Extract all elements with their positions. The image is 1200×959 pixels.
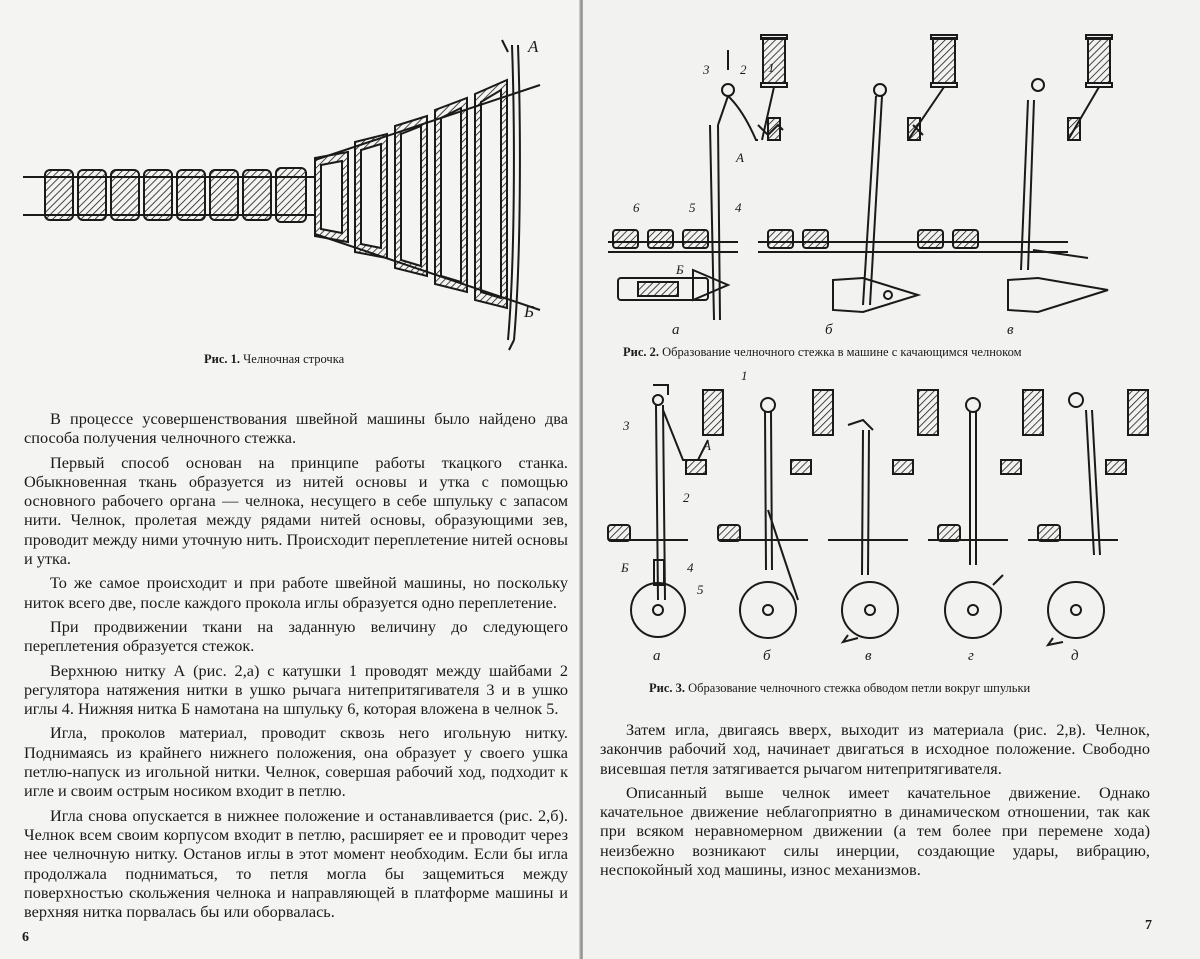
right-paragraph-2: Описанный выше челнок имеет качательное движение. Однако качательное движение неблагоприятно в динамическом отношении, так как при всяком неравномерном движении (а тем более при перемене хода) неизбежно возникают силы инерции, создающие удары, вибрацию, неспокойный ход машины, износ механизмов.: [600, 782, 1150, 880]
figure-1-lockstitch-diagram: [15, 30, 575, 350]
figure-1-caption-text: Челночная строчка: [243, 352, 345, 366]
fig2-sublabel-b: б: [825, 322, 833, 338]
figure-3-caption-text: Образование челночного стежка обводом петли вокруг шпульки: [688, 681, 1031, 695]
fig3-part-1: 1: [741, 368, 748, 383]
fig3-part-a: А: [703, 438, 711, 453]
left-page: [0, 0, 581, 959]
left-body-text: [24, 409, 568, 926]
figure-2-caption: [623, 345, 1022, 360]
left-paragraph-1: В процессе усовершенствования швейной машины было найдено два способа получения челночного стежка.: [24, 409, 568, 448]
fig2-part-2: 2: [740, 62, 747, 77]
fig3-sublabel-e: д: [1071, 648, 1079, 664]
fig2-part-1: 1: [768, 60, 775, 75]
left-page-number: 6: [22, 930, 29, 945]
fig3-part-5: 5: [697, 582, 704, 597]
left-paragraph-6: Игла, проколов материал, проводит сквозь него игольную нитку. Поднимаясь из крайнего нижнего положения, она образует у своего ушка петлю-напуск из игольной нитки. Челнок, совершая рабочий ход, подходит к игле и своим острым носиком входит в петлю.: [24, 723, 568, 801]
fig2-part-5: 5: [689, 200, 696, 215]
fig3-part-3: 3: [623, 418, 630, 433]
fig3-part-2: 2: [683, 490, 690, 505]
right-page-number: 7: [1145, 918, 1152, 933]
right-page: [583, 0, 1200, 959]
figure-1-label-b: Б: [524, 302, 535, 321]
right-paragraph-1: Затем игла, двигаясь вверх, выходит из материала (рис. 2,в). Челнок, закончив рабочий ход, начинает двигаться в исходное положение. Свободно висевшая петля затягивается рычагом нитепритягивателя.: [600, 720, 1150, 778]
figure-3-caption-prefix: Рис. 3.: [649, 681, 686, 695]
figure-2-panel-b: [758, 35, 957, 312]
figure-3-stage-b: [718, 390, 833, 638]
left-paragraph-3: То же самое происходит и при работе швейной машины, но поскольку ниток всего две, после каждого прокола иглы образуется одно переплетение.: [24, 573, 568, 612]
figure-3-caption: [649, 681, 1030, 696]
fig3-sublabel-c: в: [865, 648, 872, 664]
fig2-part-a: А: [736, 150, 744, 165]
fig3-part-4: 4: [687, 560, 694, 575]
fig3-part-b: Б: [621, 560, 629, 575]
left-paragraph-2: Первый способ основан на принципе работы ткацкого станка. Обыкновенная ткань образуется из нитей основы и утка с помощью основного рабочего органа — челнока, несущего в себе шпульку с запасом нити. Челнок, пролетая между рядами нитей основы, образующими зев, проводит между ними уточную нить. Происходит переплетение нитей основы и утка.: [24, 452, 568, 569]
fig2-sublabel-c: в: [1007, 322, 1014, 338]
right-body-text: [600, 720, 1150, 884]
fig2-part-b: Б: [676, 262, 684, 277]
left-paragraph-7: Игла снова опускается в нижнее положение и останавливается (рис. 2,б). Челнок всем своим корпусом входит в петлю, расширяет ее и проводит через нее челночную нитку. Останов иглы в этот момент необходим. Если бы игла продолжала подниматься, то петля могла бы защемиться между поверхностью скольжения челнока и направляющей в платформе машины и верхняя нитка порвалась бы или оборвалась.: [24, 805, 568, 922]
figure-3-stage-c: [828, 390, 938, 642]
fig2-sublabel-a: а: [672, 322, 680, 338]
figure-1-caption: [204, 352, 344, 367]
figure-1-label-a: А: [528, 37, 539, 56]
fig2-part-6: 6: [633, 200, 640, 215]
figure-3-stage-e: [1028, 390, 1148, 645]
figure-2-oscillating-shuttle-diagram: [608, 30, 1200, 330]
fig2-part-4: 4: [735, 200, 742, 215]
fig3-sublabel-a: а: [653, 648, 661, 664]
figure-3-loop-around-bobbin-diagram: [608, 370, 1200, 650]
figure-2-caption-text: Образование челночного стежка в машине с качающимся челноком: [662, 345, 1022, 359]
figure-1-caption-prefix: Рис. 1.: [204, 352, 241, 366]
left-paragraph-4: При продвижении ткани на заданную величину до следующего переплетения образуется стежок.: [24, 616, 568, 656]
fig3-sublabel-b: б: [763, 648, 771, 664]
figure-2-caption-prefix: Рис. 2.: [623, 345, 660, 359]
figure-3-stage-d: [928, 390, 1043, 638]
left-paragraph-5: Верхнюю нитку А (рис. 2,а) с катушки 1 проводят между шайбами 2 регулятора натяжения нитки в ушко рычага нитепритягивателя 3 и в ушко иглы 4. Нижняя нитка Б намотана на шпульку 6, которая вложена в челнок 5.: [24, 660, 568, 719]
figure-2-panel-a: [608, 35, 787, 320]
fig3-sublabel-d: г: [968, 648, 974, 664]
fig2-part-3: 3: [703, 62, 710, 77]
